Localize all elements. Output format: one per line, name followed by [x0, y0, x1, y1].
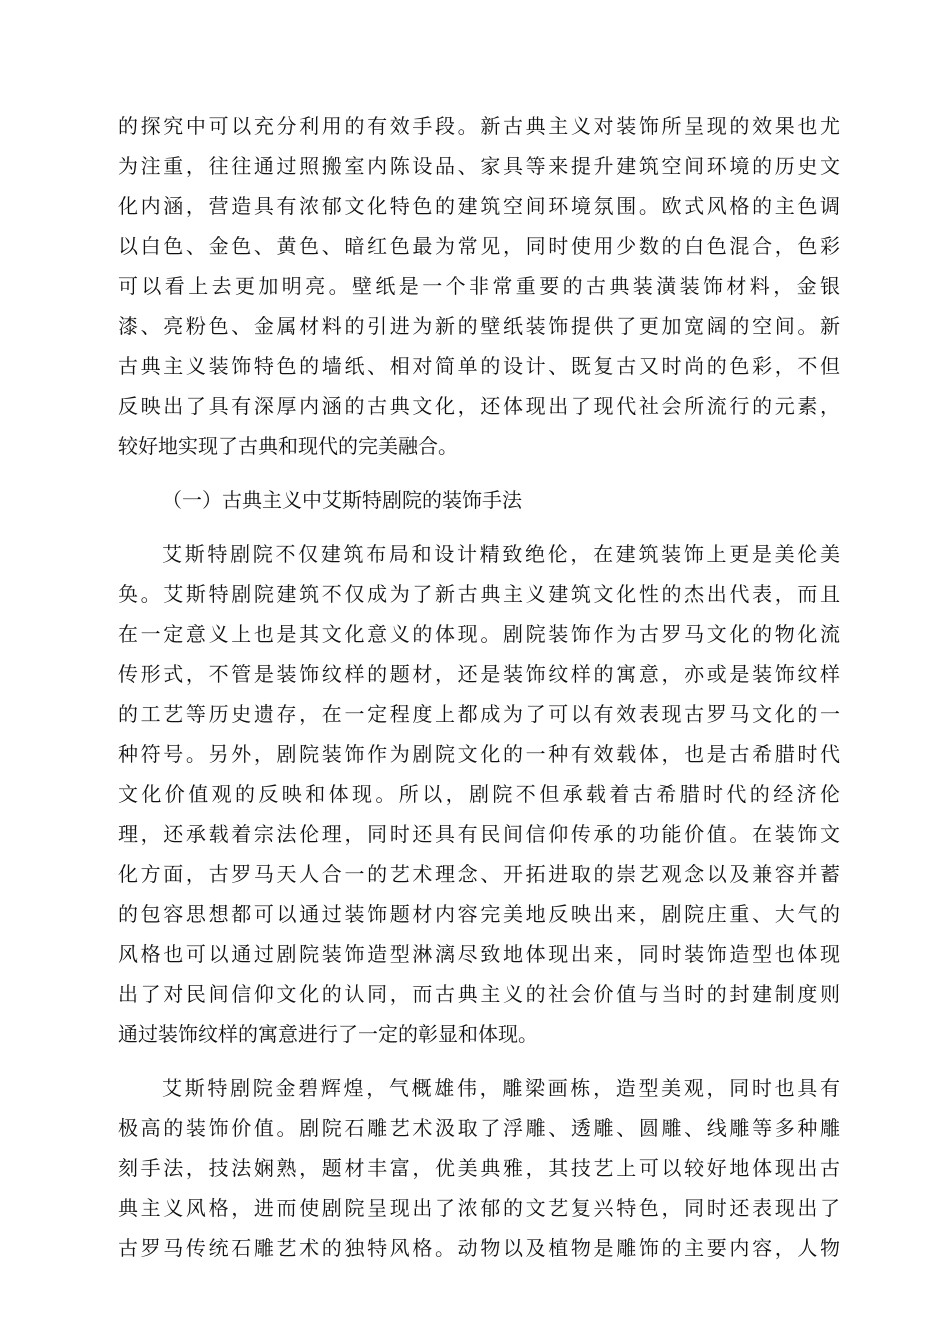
paragraph-3	[118, 1068, 840, 1268]
text-line: 化内涵，营造具有浓郁文化特色的建筑空间环境氛围。欧式风格的主色调	[118, 194, 840, 218]
text-line: 种符号。另外，剧院装饰作为剧院文化的一种有效载体，也是古希腊时代	[118, 742, 840, 766]
section-heading-text: （一）古典主义中艾斯特剧院的装饰手法	[162, 488, 522, 512]
text-line: 奂。艾斯特剧院建筑不仅成为了新古典主义建筑文化性的杰出代表，而且	[118, 582, 840, 606]
section-heading	[118, 480, 840, 520]
text-line: 以白色、金色、黄色、暗红色最为常见，同时使用少数的白色混合，色彩	[118, 234, 840, 258]
text-line: 较好地实现了古典和现代的完美融合。	[118, 434, 458, 458]
text-line: 古典主义装饰特色的墙纸、相对简单的设计、既复古又时尚的色彩，不但	[118, 354, 840, 378]
text-line: 古罗马传统石雕艺术的独特风格。动物以及植物是雕饰的主要内容，人物	[118, 1236, 840, 1260]
text-line: 刻手法，技法娴熟，题材丰富，优美典雅，其技艺上可以较好地体现出古	[118, 1156, 840, 1180]
text-line: 可以看上去更加明亮。壁纸是一个非常重要的古典装潢装饰材料，金银	[118, 274, 840, 298]
text-line: 在一定意义上也是其文化意义的体现。剧院装饰作为古罗马文化的物化流	[118, 622, 840, 646]
document-body	[118, 106, 840, 1282]
text-line: 极高的装饰价值。剧院石雕艺术汲取了浮雕、透雕、圆雕、线雕等多种雕	[118, 1116, 840, 1140]
text-line: 文化价值观的反映和体现。所以，剧院不但承载着古希腊时代的经济伦	[118, 782, 840, 806]
text-line: 化方面，古罗马天人合一的艺术理念、开拓进取的崇艺观念以及兼容并蓄	[118, 862, 840, 886]
text-line: 典主义风格，进而使剧院呈现出了浓郁的文艺复兴特色，同时还表现出了	[118, 1196, 840, 1220]
paragraph-1	[118, 106, 840, 466]
text-line: 的工艺等历史遗存，在一定程度上都成为了可以有效表现古罗马文化的一	[118, 702, 840, 726]
text-line: 风格也可以通过剧院装饰造型淋漓尽致地体现出来，同时装饰造型也体现	[118, 942, 840, 966]
text-line: 出了对民间信仰文化的认同，而古典主义的社会价值与当时的封建制度则	[118, 982, 840, 1006]
text-line: 为注重，往往通过照搬室内陈设品、家具等来提升建筑空间环境的历史文	[118, 154, 840, 178]
paragraph-2	[118, 534, 840, 1054]
text-line: 的包容思想都可以通过装饰题材内容完美地反映出来，剧院庄重、大气的	[118, 902, 840, 926]
text-line: 艾斯特剧院不仅建筑布局和设计精致绝伦，在建筑装饰上更是美伦美	[162, 542, 840, 566]
text-line: 的探究中可以充分利用的有效手段。新古典主义对装饰所呈现的效果也尤	[118, 114, 840, 138]
text-line: 理，还承载着宗法伦理，同时还具有民间信仰传承的功能价值。在装饰文	[118, 822, 840, 846]
text-line: 艾斯特剧院金碧辉煌，气概雄伟，雕梁画栋，造型美观，同时也具有	[162, 1076, 840, 1100]
text-line: 反映出了具有深厚内涵的古典文化，还体现出了现代社会所流行的元素，	[118, 394, 840, 418]
text-line: 传形式，不管是装饰纹样的题材，还是装饰纹样的寓意，亦或是装饰纹样	[118, 662, 840, 686]
text-line: 漆、亮粉色、金属材料的引进为新的壁纸装饰提供了更加宽阔的空间。新	[118, 314, 840, 338]
text-line: 通过装饰纹样的寓意进行了一定的彰显和体现。	[118, 1022, 538, 1046]
